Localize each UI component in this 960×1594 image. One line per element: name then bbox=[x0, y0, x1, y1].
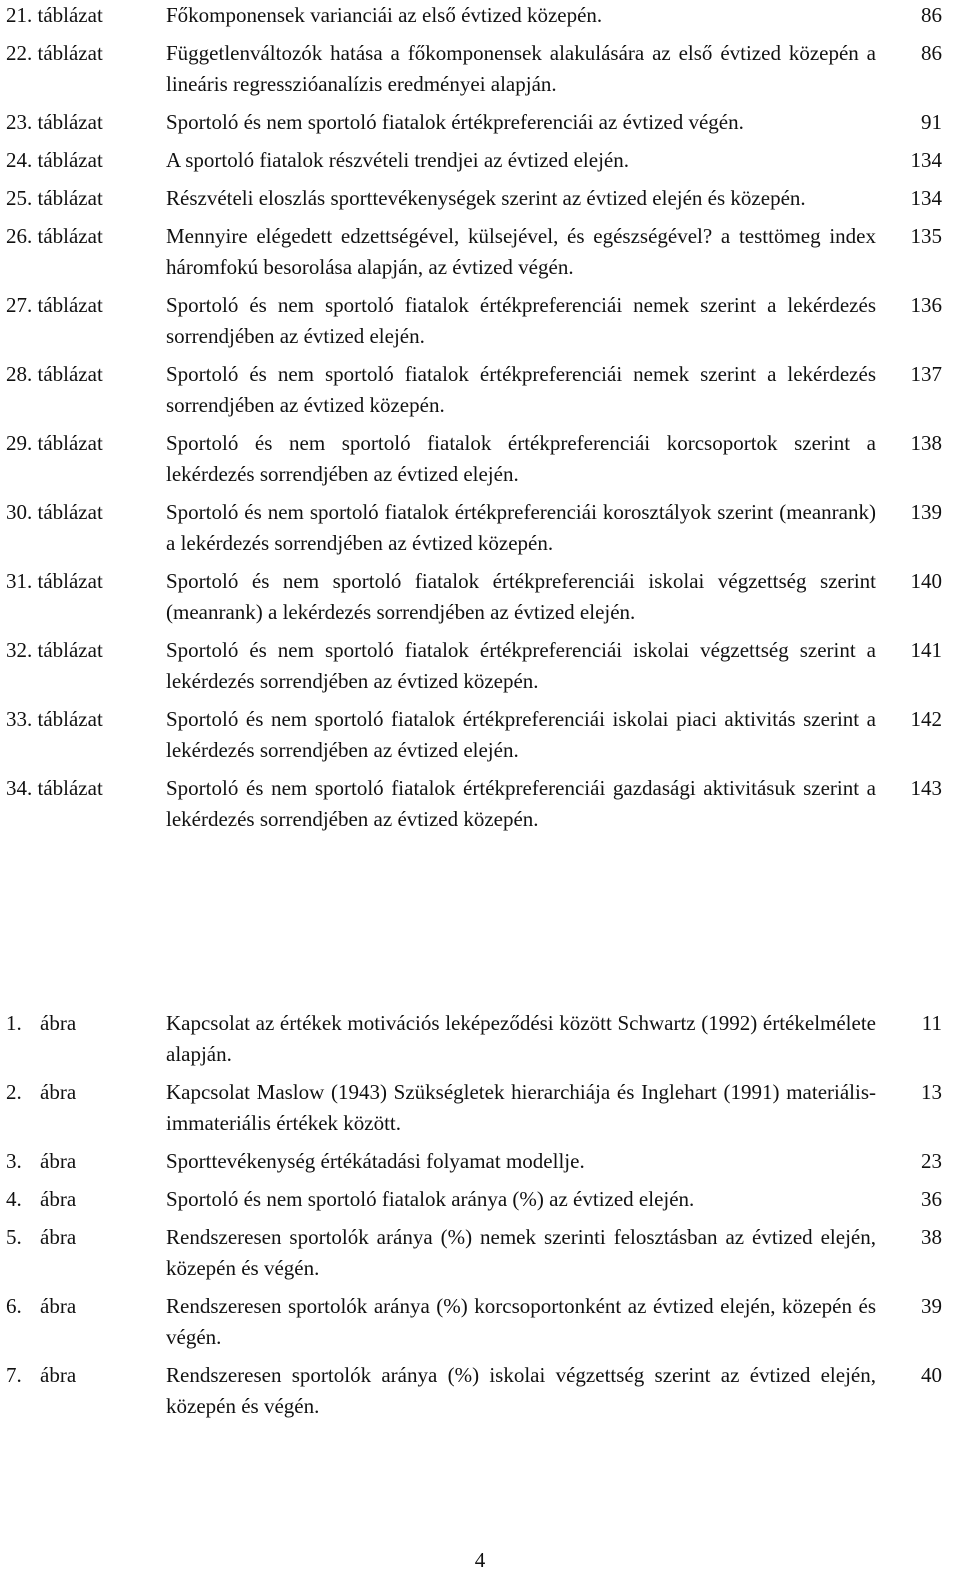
entry-page: 134 bbox=[910, 186, 942, 210]
entry-text: Sportoló és nem sportoló fiatalok értékpreferenciái az évtized végén. bbox=[166, 110, 744, 134]
entry-page: 38 bbox=[921, 1225, 942, 1249]
entry-page: 136 bbox=[910, 293, 942, 317]
entry-label bbox=[6, 1222, 166, 1284]
table-entry bbox=[6, 704, 942, 766]
table-entry bbox=[6, 290, 942, 352]
table-entry bbox=[6, 773, 942, 835]
table-entry bbox=[6, 635, 942, 697]
entry-text: Mennyire elégedett edzettségével, külsejével, és egészségével? a testtömeg index háromfokú besorolása alapján, az évtized végén. bbox=[166, 224, 876, 279]
entry-label bbox=[6, 1291, 166, 1353]
table-entry bbox=[6, 497, 942, 559]
entry-text: Sportoló és nem sportoló fiatalok értékpreferenciái nemek szerint a lekérdezés sorrendjében az évtized közepén. bbox=[166, 362, 876, 417]
figure-entry bbox=[6, 1077, 942, 1139]
table-entry bbox=[6, 0, 942, 31]
figure-number: 7. bbox=[6, 1363, 22, 1387]
entry-page: 134 bbox=[910, 148, 942, 172]
figure-word: ábra bbox=[40, 1080, 77, 1104]
table-entry bbox=[6, 38, 942, 100]
figure-number: 1. bbox=[6, 1011, 22, 1035]
entry-text: Sportoló és nem sportoló fiatalok értékpreferenciái iskolai piaci aktivitás szerint a lekérdezés sorrendjében az évtized elején. bbox=[166, 707, 876, 762]
table-entry bbox=[6, 107, 942, 138]
entry-text: Sportoló és nem sportoló fiatalok értékpreferenciái iskolai végzettség szerint (meanrank) a lekérdezés sorrendjében az évtized elején. bbox=[166, 569, 876, 624]
entry-text: Sportoló és nem sportoló fiatalok értékpreferenciái korcsoportok szerint a lekérdezés sorrendjében az évtized elején. bbox=[166, 431, 876, 486]
entry-text: Sportoló és nem sportoló fiatalok aránya (%) az évtized elején. bbox=[166, 1187, 695, 1211]
entry-page: 11 bbox=[921, 1011, 942, 1035]
figure-number: 4. bbox=[6, 1187, 22, 1211]
entry-text: Sportoló és nem sportoló fiatalok értékpreferenciái korosztályok szerint (meanrank) a lekérdezés sorrendjében az évtized közepén. bbox=[166, 500, 876, 555]
table-entry bbox=[6, 221, 942, 283]
page-number: 4 bbox=[474, 1548, 486, 1572]
entry-label bbox=[6, 1077, 166, 1139]
entry-text: Sportoló és nem sportoló fiatalok értékpreferenciái nemek szerint a lekérdezés sorrendjében az évtized elején. bbox=[166, 293, 876, 348]
entry-text: Kapcsolat Maslow (1943) Szükségletek hierarchiája és Inglehart (1991) materiális-immateriális értékek között. bbox=[166, 1080, 876, 1135]
entry-label: 32. táblázat bbox=[6, 638, 103, 662]
figure-entry bbox=[6, 1222, 942, 1284]
entry-label: 29. táblázat bbox=[6, 431, 103, 455]
table-list bbox=[6, 0, 942, 842]
entry-label: 24. táblázat bbox=[6, 148, 103, 172]
entry-text: Sportoló és nem sportoló fiatalok értékpreferenciái gazdasági aktivitásuk szerint a lekérdezés sorrendjében az évtized közepén. bbox=[166, 776, 876, 831]
entry-text: Rendszeresen sportolók aránya (%) korcsoportonként az évtized elején, közepén és végén. bbox=[166, 1294, 876, 1349]
entry-page: 39 bbox=[921, 1294, 942, 1318]
table-entry bbox=[6, 428, 942, 490]
entry-text: Sporttevékenység értékátadási folyamat modellje. bbox=[166, 1149, 585, 1173]
entry-page: 137 bbox=[910, 362, 942, 386]
entry-page: 141 bbox=[910, 638, 942, 662]
entry-page: 135 bbox=[910, 224, 942, 248]
entry-label: 31. táblázat bbox=[6, 569, 103, 593]
figure-number: 2. bbox=[6, 1080, 22, 1104]
entry-label: 30. táblázat bbox=[6, 500, 103, 524]
entry-page: 140 bbox=[910, 569, 942, 593]
figure-number: 6. bbox=[6, 1294, 22, 1318]
figure-entry bbox=[6, 1146, 942, 1177]
figure-entry bbox=[6, 1360, 942, 1422]
entry-page: 13 bbox=[921, 1080, 942, 1104]
figure-word: ábra bbox=[40, 1363, 77, 1387]
entry-page: 23 bbox=[921, 1149, 942, 1173]
entry-page: 143 bbox=[910, 776, 942, 800]
figure-word: ábra bbox=[40, 1225, 77, 1249]
figure-word: ábra bbox=[40, 1149, 77, 1173]
entry-label: 28. táblázat bbox=[6, 362, 103, 386]
entry-label: 23. táblázat bbox=[6, 110, 103, 134]
entry-text: Rendszeresen sportolók aránya (%) nemek szerinti felosztásban az évtized elején, közepén és végén. bbox=[166, 1225, 876, 1280]
entry-page: 36 bbox=[921, 1187, 942, 1211]
entry-page: 40 bbox=[921, 1363, 942, 1387]
table-entry bbox=[6, 359, 942, 421]
entry-label bbox=[6, 1008, 166, 1070]
figure-word: ábra bbox=[40, 1011, 77, 1035]
table-entry bbox=[6, 145, 942, 176]
entry-page: 86 bbox=[921, 3, 942, 27]
entry-text: Főkomponensek varianciái az első évtized közepén. bbox=[166, 3, 603, 27]
entry-page: 138 bbox=[910, 431, 942, 455]
entry-label: 26. táblázat bbox=[6, 224, 103, 248]
entry-text: Kapcsolat az értékek motivációs leképeződési között Schwartz (1992) értékelmélete alapján. bbox=[166, 1011, 876, 1066]
entry-page: 139 bbox=[910, 500, 942, 524]
figure-entry bbox=[6, 1184, 942, 1215]
entry-label bbox=[6, 1360, 166, 1422]
entry-text: Rendszeresen sportolók aránya (%) iskolai végzettség szerint az évtized elején, közepén és végén. bbox=[166, 1363, 876, 1418]
entry-label bbox=[6, 1184, 166, 1215]
entry-label: 33. táblázat bbox=[6, 707, 103, 731]
figure-word: ábra bbox=[40, 1294, 77, 1318]
entry-text: Függetlenváltozók hatása a főkomponensek alakulására az első évtized közepén a lineáris regresszióanalízis eredményei alapján. bbox=[166, 41, 876, 96]
entry-page: 86 bbox=[921, 41, 942, 65]
entry-label: 22. táblázat bbox=[6, 41, 103, 65]
entry-page: 91 bbox=[921, 110, 942, 134]
entry-label bbox=[6, 1146, 166, 1177]
entry-label: 25. táblázat bbox=[6, 186, 103, 210]
entry-text: A sportoló fiatalok részvételi trendjei az évtized elején. bbox=[166, 148, 629, 172]
entry-label: 21. táblázat bbox=[6, 3, 103, 27]
entry-label: 34. táblázat bbox=[6, 776, 103, 800]
figure-word: ábra bbox=[40, 1187, 77, 1211]
entry-text: Részvételi eloszlás sporttevékenységek szerint az évtized elején és közepén. bbox=[166, 186, 806, 210]
table-entry bbox=[6, 183, 942, 214]
figure-list bbox=[6, 1008, 942, 1429]
entry-label: 27. táblázat bbox=[6, 293, 103, 317]
figure-entry bbox=[6, 1008, 942, 1070]
figure-entry bbox=[6, 1291, 942, 1353]
entry-text: Sportoló és nem sportoló fiatalok értékpreferenciái iskolai végzettség szerint a lekérdezés sorrendjében az évtized közepén. bbox=[166, 638, 876, 693]
figure-number: 3. bbox=[6, 1149, 22, 1173]
entry-page: 142 bbox=[910, 707, 942, 731]
figure-number: 5. bbox=[6, 1225, 22, 1249]
table-entry bbox=[6, 566, 942, 628]
